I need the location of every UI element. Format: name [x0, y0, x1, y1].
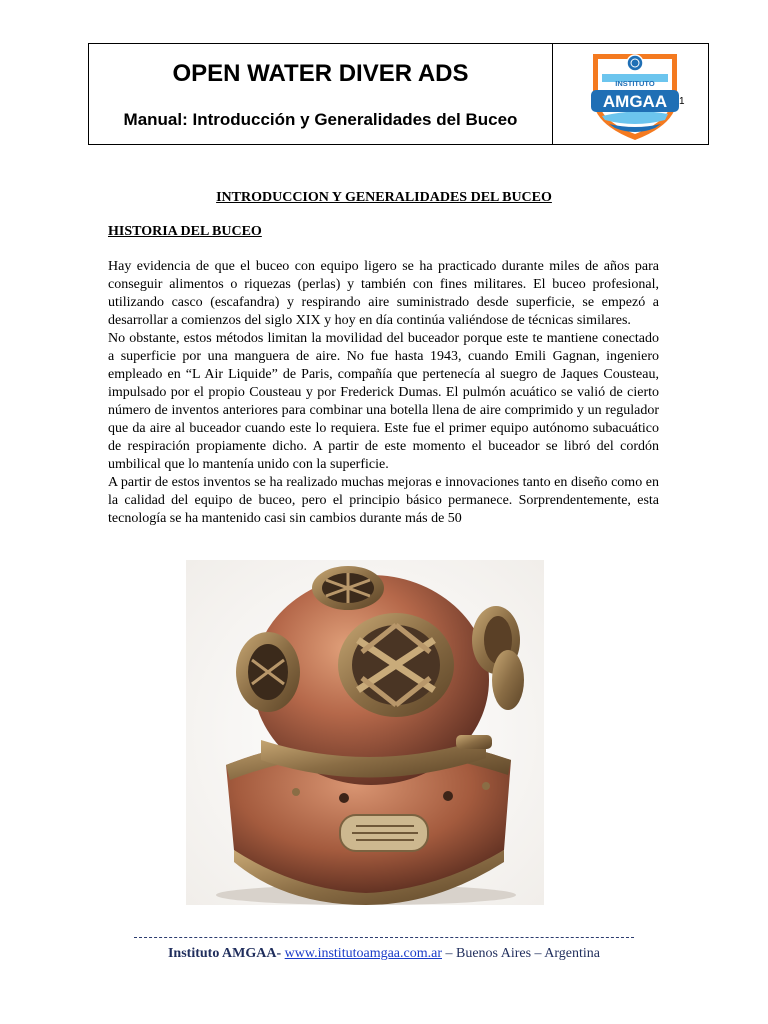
document-title: INTRODUCCION Y GENERALIDADES DEL BUCEO	[216, 190, 552, 205]
paragraph: No obstante, estos métodos limitan la movilidad del buceador porque este te mantiene conectado a superficie por una manguera de aire. No fue hasta 1943, cuando Emili Gagnan, ingeniero empleado en “L Air Liquide” de Paris, compañía que pertenecía al suegro de Jaques Cousteau, impulsado por el propio Cousteau y por Frederick Dumas. El pulmón acuático se valió de cierto número de inventos anteriores para combinar una botella llena de aire comprimido y un regulador que da aire al buceador cuando este lo requiera. Este fue el primer equipo autónomo subacuático de respiración propiamente dicho. A partir de este momento el buceador se libró del cordón umbilical que lo mantenía unido con la superficie.	[108, 331, 659, 472]
paragraph: Hay evidencia de que el buceo con equipo ligero se ha practicado durante miles de años para conseguir alimentos o riquezas (perlas) y también con fines militares. El buceo profesional, utilizando casco (escafandra) y respirando aire suministrado desde superficie, se empezó a desarrollar a comienzos del siglo XIX y hoy en día continúa valiéndose de técnicas similares.	[108, 259, 659, 328]
footer	[0, 946, 768, 962]
header-divider	[552, 44, 553, 144]
header-title: OPEN WATER DIVER ADS	[172, 60, 469, 87]
page-number: 1	[679, 96, 685, 107]
diving-helmet-photo	[186, 560, 544, 905]
paragraph: A partir de estos inventos se ha realizado muchas mejoras e innovaciones tanto en diseño como en la calidad del equipo de buceo, pero el principio básico permanece. Sorprendentemente, esta tecnología se ha mantenido casi sin cambios durante más de 50	[108, 475, 659, 526]
logo-top-text: INSTITUTO	[615, 79, 655, 88]
body-text	[108, 258, 659, 528]
logo-main-text: AMGAA	[602, 92, 668, 111]
footer-institute: Instituto AMGAA-	[167, 946, 282, 961]
header-subtitle: Manual: Introducción y Generalidades del Buceo	[123, 110, 518, 129]
footer-website-link[interactable]: www.institutoamgaa.com.ar	[284, 946, 442, 961]
header-box	[88, 43, 709, 145]
amgaa-logo	[585, 48, 685, 142]
footer-divider	[134, 937, 634, 938]
footer-location: – Buenos Aires – Argentina	[445, 946, 601, 961]
section-title: HISTORIA DEL BUCEO	[108, 224, 262, 239]
shield-logo-icon	[585, 48, 685, 142]
